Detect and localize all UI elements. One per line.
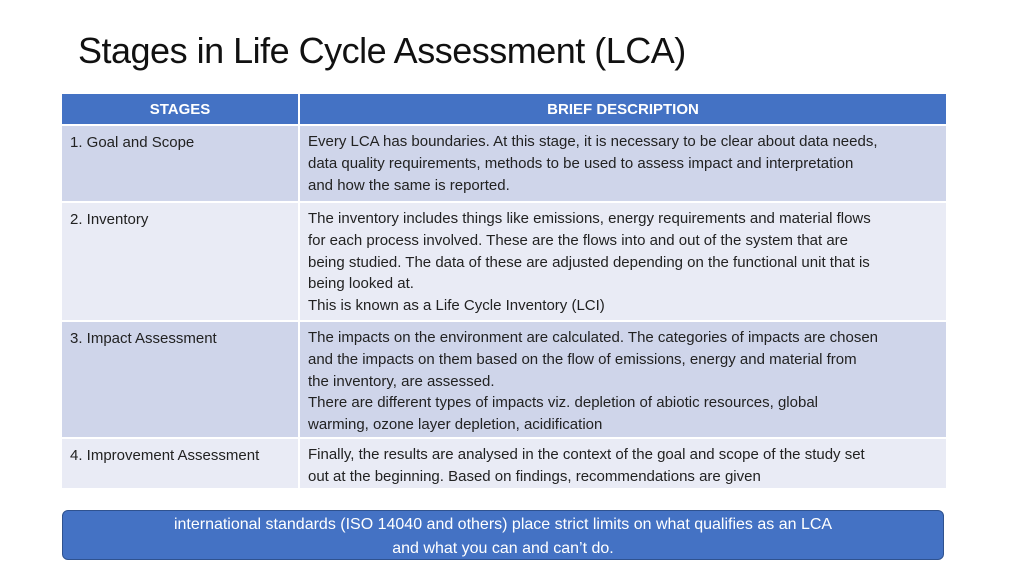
table-row [62, 321, 946, 438]
description-line: being studied. The data of these are adjusted depending on the functional unit that is [308, 253, 870, 271]
description-line: This is known as a Life Cycle Inventory (LCI) [308, 297, 605, 315]
slide-title: Stages in Life Cycle Assessment (LCA) [78, 30, 686, 71]
stage-cell: 1. Goal and Scope [62, 125, 299, 202]
lca-stages-table [62, 94, 946, 490]
description-line: being looked at. [308, 275, 414, 293]
description-line: The impacts on the environment are calculated. The categories of impacts are chosen [308, 329, 879, 346]
iso-note-line: international standards (ISO 14040 and others) place strict limits on what qualifies as an LCA [173, 516, 833, 533]
description-cell [299, 438, 946, 489]
description-line: the inventory, are assessed. [308, 372, 495, 390]
description-line: data quality requirements, methods to be used to assess impact and interpretation [308, 154, 854, 172]
table-row [62, 438, 946, 489]
description-line: Finally, the results are analysed in the context of the goal and scope of the study set [308, 446, 865, 463]
stage-cell: 2. Inventory [62, 202, 299, 321]
description-cell [299, 202, 946, 321]
stage-cell: 3. Impact Assessment [62, 321, 299, 438]
table-row [62, 125, 946, 202]
description-line: out at the beginning. Based on findings, recommendations are given [308, 467, 761, 485]
header-brief-description: BRIEF DESCRIPTION [299, 94, 946, 125]
description-line: for each process involved. These are the flows into and out of the system that are [308, 231, 849, 249]
iso-note-box [62, 510, 944, 560]
stage-cell: 4. Improvement Assessment [62, 438, 299, 489]
description-line: warming, ozone layer depletion, acidification [308, 416, 603, 434]
description-line: and the impacts on them based on the flow of emissions, energy and material from [308, 350, 857, 368]
description-cell [299, 125, 946, 202]
description-line: The inventory includes things like emissions, energy requirements and material flows [308, 210, 871, 227]
description-line: Every LCA has boundaries. At this stage, it is necessary to be clear about data needs, [308, 133, 878, 150]
table-row [62, 202, 946, 321]
description-line: and how the same is reported. [308, 176, 510, 194]
description-cell [299, 321, 946, 438]
header-stages: STAGES [62, 94, 299, 125]
description-line: There are different types of impacts viz. depletion of abiotic resources, global [308, 394, 818, 412]
iso-note-line: and what you can and can’t do. [392, 540, 614, 557]
table-header-row [62, 94, 946, 125]
